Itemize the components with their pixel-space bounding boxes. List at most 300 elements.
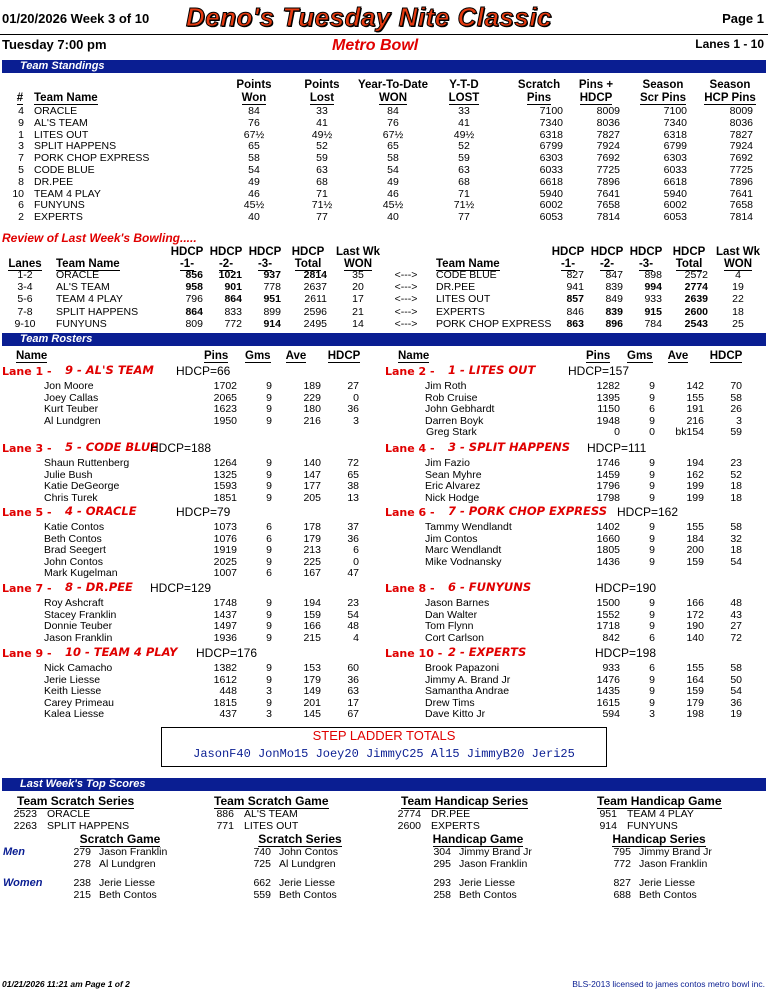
top-individual-score: 258 — [433, 889, 451, 901]
standings-header-pl-line1: Points — [304, 79, 340, 91]
roster-team-hdcp: HDCP=190 — [595, 581, 657, 595]
review-header-hdcp: HDCP — [551, 246, 585, 258]
top-individual-score: 827 — [613, 877, 631, 889]
roster-player-average: 145 — [303, 708, 321, 721]
standings-header-ytw-line2: WON — [378, 92, 408, 104]
roster-player-name: Shaun Ruttenberg — [44, 457, 130, 469]
roster-team-hdcp: HDCP=111 — [587, 441, 647, 455]
review-left-score: 914 — [263, 317, 281, 330]
roster-team-name: 9 - AL'S TEAM — [65, 363, 154, 377]
review-header-hdcp: HDCP — [672, 246, 706, 258]
review-right-score: 896 — [605, 317, 623, 330]
review-right-score: 941 — [566, 281, 584, 294]
roster-player-pins: 1007 — [213, 567, 237, 580]
roster-player-hdcp: 58 — [730, 521, 742, 533]
roster-player-average: 140 — [303, 457, 321, 469]
standings-team: DR.PEE — [34, 175, 74, 188]
roster-lane-label: Lane 6 - — [385, 506, 435, 519]
step-ladder-title: STEP LADDER TOTALS — [312, 728, 456, 743]
review-right-score: 915 — [644, 305, 662, 318]
review-left-score: 778 — [263, 281, 281, 294]
standings-pins-hdcp: 7658 — [596, 199, 620, 212]
standings-season-scr: 6303 — [663, 152, 687, 165]
standings-pts-won: 67½ — [243, 128, 265, 141]
step-ladder-names: JasonF40 JonMo15 Joey20 JimmyC25 Al15 JimmyB20 Jeri25 — [193, 747, 575, 761]
roster-player-hdcp: 58 — [730, 662, 742, 674]
top-team-category-title: Team Handicap Game — [597, 794, 722, 808]
roster-player-average: 177 — [303, 480, 321, 493]
review-header-game-g2: -2- — [599, 258, 615, 270]
standings-team: TEAM 4 PLAY — [34, 187, 101, 200]
review-right-score: 2639 — [684, 293, 708, 306]
roster-team-hdcp: HDCP=66 — [176, 364, 231, 378]
standings-header-sh-line2: HCP Pins — [704, 92, 756, 104]
roster-player-name: Nick Hodge — [425, 491, 480, 504]
standings-team: EXPERTS — [34, 211, 83, 224]
roster-player-average: 229 — [303, 391, 321, 404]
roster-player-name: Katie DeGeorge — [44, 480, 120, 493]
roster-player-hdcp: 37 — [347, 521, 359, 533]
roster-team-name: 2 - EXPERTS — [448, 645, 527, 659]
roster-player-hdcp: 19 — [730, 708, 742, 721]
roster-team-hdcp: HDCP=188 — [150, 441, 212, 455]
standings-season-scr: 6318 — [663, 128, 687, 141]
review-right-won: 4 — [735, 269, 741, 281]
review-right-score: 839 — [605, 281, 623, 294]
roster-player-games: 9 — [266, 391, 272, 404]
review-left-score: 864 — [224, 293, 242, 306]
review-lanes: 3-4 — [17, 281, 33, 294]
top-individual-name: Beth Contos — [99, 889, 157, 901]
top-team-score: 2523 — [13, 808, 37, 820]
review-left-won: 17 — [352, 293, 364, 306]
roster-player-name: Marc Wendlandt — [425, 544, 502, 557]
standings-header-sp-line2: Pins — [526, 92, 552, 104]
top-individual-score: 304 — [433, 846, 451, 858]
top-team-score: 771 — [216, 820, 234, 832]
standings-pins-hdcp: 7827 — [596, 128, 620, 141]
roster-lane-label: Lane 3 - — [2, 442, 52, 455]
roster-player-games: 9 — [266, 480, 272, 493]
roster-player-average: 216 — [686, 414, 704, 427]
standings-scratch-pins: 6033 — [539, 164, 563, 176]
top-team-name: SPLIT HAPPENS — [47, 820, 130, 832]
standings-team: CODE BLUE — [34, 164, 95, 176]
review-left-score: 856 — [185, 269, 203, 281]
roster-player-hdcp: 54 — [730, 555, 742, 568]
standings-pts-won: 84 — [248, 105, 260, 117]
standings-pts-won: 46 — [248, 187, 260, 200]
standings-pts-lost: 68 — [316, 175, 328, 188]
standings-scratch-pins: 7100 — [539, 105, 563, 117]
review-matchup-arrow: <---> — [394, 269, 418, 281]
roster-lane-label: Lane 10 - — [385, 647, 443, 660]
standings-season-hcp: 7827 — [729, 128, 753, 141]
roster-player-pins: 1282 — [596, 380, 620, 392]
roster-player-hdcp: 65 — [347, 468, 359, 481]
roster-player-hdcp: 70 — [730, 380, 742, 392]
standings-team: FUNYUNS — [34, 199, 85, 212]
footer-license: BLS-2013 licensed to james contos metro bowl inc. — [572, 979, 765, 989]
roster-player-name: Dan Walter — [425, 608, 478, 621]
standings-pts-lost: 52 — [316, 140, 328, 153]
standings-header-sh-line1: Season — [709, 79, 751, 91]
top-individual-category-title: Handicap Game — [432, 832, 524, 846]
roster-player-pins: 1459 — [596, 468, 620, 481]
roster-player-average: 166 — [686, 597, 704, 609]
roster-team-hdcp: HDCP=129 — [150, 581, 212, 595]
review-left-score: 1021 — [218, 269, 242, 281]
roster-player-pins: 1073 — [213, 521, 237, 533]
roster-team-hdcp: HDCP=176 — [196, 646, 258, 660]
top-individual-score: 725 — [253, 858, 271, 870]
roster-player-average: 200 — [686, 544, 704, 557]
roster-header-pins: Pins — [204, 350, 229, 362]
standings-ytd-won: 84 — [387, 105, 399, 117]
roster-player-average: 155 — [686, 662, 704, 674]
roster-player-average: 166 — [303, 620, 321, 633]
standings-pts-lost: 77 — [316, 211, 328, 224]
roster-player-hdcp: 18 — [730, 544, 742, 557]
review-header-game-g2: -2- — [218, 258, 234, 270]
roster-player-name: Roy Ashcraft — [44, 597, 104, 609]
standings-header-pl-line2: Lost — [309, 92, 335, 104]
roster-player-average: 159 — [686, 555, 704, 568]
roster-player-pins: 1615 — [596, 696, 620, 709]
review-header-game-g3: -3- — [638, 258, 654, 270]
standings-pts-lost: 59 — [316, 152, 328, 165]
roster-player-pins: 1497 — [213, 620, 237, 633]
bowling-center-name: Metro Bowl — [332, 37, 419, 54]
standings-team: AL'S TEAM — [34, 116, 88, 129]
standings-num: 10 — [12, 187, 24, 200]
roster-player-name: Katie Contos — [44, 521, 105, 533]
review-right-won: 22 — [732, 293, 744, 306]
standings-ytd-lost: 52 — [458, 140, 470, 153]
standings-season-scr: 6799 — [663, 140, 687, 153]
standings-pins-hdcp: 8009 — [596, 105, 620, 117]
top-individual-name: Jerie Liesse — [279, 877, 336, 889]
standings-season-scr: 7340 — [663, 116, 687, 129]
top-team-score: 2774 — [397, 808, 421, 820]
review-right-won: 19 — [732, 281, 744, 294]
standings-header-ph-line2: HDCP — [579, 92, 613, 104]
standings-season-scr: 6033 — [663, 164, 687, 176]
review-right-score: 2572 — [684, 269, 708, 281]
roster-player-average: 198 — [686, 708, 704, 721]
roster-player-games: 9 — [266, 608, 272, 621]
league-title: Deno's Tuesday Nite Classic — [186, 2, 553, 32]
standings-pts-won: 49 — [248, 175, 260, 188]
review-team-right: EXPERTS — [436, 305, 485, 318]
roster-player-hdcp: 58 — [730, 391, 742, 404]
standings-ytd-won: 58 — [387, 152, 399, 165]
review-header-lastwk: Last Wk — [335, 246, 381, 258]
roster-header-hdcp: HDCP — [327, 350, 361, 362]
review-left-score: 864 — [185, 305, 203, 318]
top-team-score: 914 — [599, 820, 617, 832]
review-matchup-arrow: <---> — [394, 293, 418, 306]
roster-player-hdcp: 60 — [347, 662, 359, 674]
roster-header-ave: Ave — [667, 350, 689, 362]
roster-lane-label: Lane 5 - — [2, 506, 52, 519]
review-team-right: DR.PEE — [436, 281, 476, 294]
top-individual-score: 740 — [253, 846, 271, 858]
standings-season-hcp: 7725 — [729, 164, 753, 176]
standings-header-pw-line1: Points — [236, 79, 272, 91]
rosters-section-bar: Team Rosters — [2, 333, 766, 346]
roster-player-average: 194 — [686, 457, 704, 469]
roster-player-games: 9 — [649, 597, 655, 609]
roster-player-name: Keith Liesse — [44, 685, 102, 698]
top-team-name: LITES OUT — [244, 820, 299, 832]
top-individual-score: 795 — [613, 846, 631, 858]
roster-player-pins: 1851 — [213, 491, 237, 504]
roster-player-games: 9 — [649, 468, 655, 481]
standings-pts-lost: 49½ — [311, 128, 333, 141]
standings-season-hcp: 8036 — [729, 116, 753, 129]
roster-player-pins: 1476 — [596, 673, 620, 686]
standings-scratch-pins: 5940 — [539, 187, 563, 200]
top-team-score: 2600 — [397, 820, 421, 832]
roster-player-hdcp: 38 — [347, 480, 359, 493]
standings-pts-lost: 41 — [316, 116, 328, 129]
roster-player-hdcp: 23 — [730, 457, 742, 469]
top-individual-score: 279 — [73, 846, 91, 858]
roster-player-name: Sean Myhre — [425, 468, 482, 481]
roster-player-average: 179 — [303, 673, 321, 686]
top-individual-name: Al Lundgren — [279, 858, 336, 870]
roster-player-name: Samantha Andrae — [425, 685, 510, 698]
standings-season-hcp: 7924 — [729, 140, 753, 153]
standings-pts-won: 54 — [248, 164, 260, 176]
roster-player-pins: 0 — [614, 426, 620, 439]
review-header-game-g1: -1- — [179, 258, 195, 270]
standings-header-sp-line1: Scratch — [517, 79, 561, 91]
top-team-name: TEAM 4 PLAY — [627, 808, 694, 820]
roster-player-name: Donnie Teuber — [44, 620, 113, 633]
standings-pts-lost: 63 — [316, 164, 328, 176]
roster-player-games: 9 — [266, 673, 272, 686]
roster-player-pins: 1076 — [213, 532, 237, 545]
standings-ytd-lost: 68 — [458, 175, 470, 188]
roster-header-gms: Gms — [245, 350, 271, 362]
standings-num: 1 — [18, 128, 24, 141]
roster-player-name: Stacey Franklin — [44, 608, 117, 621]
roster-player-games: 6 — [266, 532, 272, 545]
review-header-hdcp: HDCP — [291, 246, 325, 258]
standings-num: 6 — [18, 199, 24, 212]
roster-team-hdcp: HDCP=198 — [595, 646, 657, 660]
men-label: Men — [3, 846, 25, 858]
standings-team: LITES OUT — [34, 128, 89, 141]
standings-season-hcp: 7658 — [729, 199, 753, 212]
review-left-score: 2637 — [303, 281, 327, 294]
review-left-score: 899 — [263, 305, 281, 318]
review-right-score: 2774 — [684, 281, 708, 294]
roster-player-pins: 594 — [602, 708, 620, 721]
standings-scratch-pins: 6318 — [539, 128, 563, 141]
roster-player-games: 9 — [266, 696, 272, 709]
roster-player-name: Jim Contos — [425, 532, 478, 545]
roster-player-average: 159 — [686, 685, 704, 698]
roster-player-name: Cort Carlson — [425, 631, 484, 644]
header-divider — [0, 34, 768, 35]
roster-player-pins: 1948 — [596, 414, 620, 427]
roster-player-hdcp: 48 — [347, 620, 359, 633]
standings-ytd-lost: 71½ — [453, 199, 475, 212]
roster-lane-label: Lane 9 - — [2, 647, 52, 660]
review-right-score: 839 — [605, 305, 623, 318]
roster-player-average: 199 — [686, 480, 704, 493]
standings-pts-won: 76 — [248, 116, 260, 129]
top-team-category-title: Team Handicap Series — [401, 794, 529, 808]
roster-player-hdcp: 26 — [730, 403, 742, 416]
roster-player-hdcp: 0 — [353, 391, 359, 404]
standings-scratch-pins: 6053 — [539, 211, 563, 224]
roster-player-average: 140 — [686, 631, 704, 644]
roster-lane-label: Lane 7 - — [2, 582, 52, 595]
standings-header-pw-line2: Won — [241, 92, 267, 104]
roster-player-name: John Gebhardt — [425, 403, 495, 416]
standings-season-hcp: 7814 — [729, 211, 753, 224]
review-left-score: 772 — [224, 317, 242, 330]
standings-ytd-won: 40 — [387, 211, 399, 224]
standings-pins-hdcp: 7924 — [596, 140, 620, 153]
top-individual-name: Beth Contos — [639, 889, 697, 901]
review-right-score: 898 — [644, 269, 662, 281]
review-header-lanes: Lanes — [8, 258, 42, 270]
roster-team-name: 7 - PORK CHOP EXPRESS — [448, 504, 608, 518]
roster-player-average: 159 — [303, 608, 321, 621]
review-title: Review of Last Week's Bowling..... — [2, 231, 197, 245]
roster-player-hdcp: 72 — [730, 631, 742, 644]
roster-player-name: Jerie Liesse — [44, 673, 101, 686]
review-left-won: 21 — [352, 305, 364, 318]
standings-scratch-pins: 6002 — [539, 199, 563, 212]
roster-player-games: 9 — [266, 544, 272, 557]
roster-player-games: 9 — [649, 391, 655, 404]
roster-player-pins: 1612 — [213, 673, 237, 686]
roster-player-hdcp: 32 — [730, 532, 742, 545]
roster-player-average: 178 — [303, 521, 321, 533]
review-header-hdcp: HDCP — [590, 246, 624, 258]
standings-ytd-won: 76 — [387, 116, 399, 129]
roster-player-games: 9 — [266, 620, 272, 633]
review-header-game-g1: -1- — [560, 258, 576, 270]
roster-player-games: 6 — [649, 631, 655, 644]
roster-player-pins: 1150 — [597, 403, 620, 416]
roster-player-pins: 1746 — [596, 457, 620, 469]
roster-player-name: Darren Boyk — [425, 414, 484, 427]
top-individual-name: Jimmy Brand Jr — [459, 846, 532, 858]
roster-player-hdcp: 48 — [730, 597, 742, 609]
roster-player-pins: 1593 — [213, 480, 237, 493]
standings-ytd-won: 54 — [387, 164, 399, 176]
review-right-score: 846 — [566, 305, 584, 318]
roster-team-name: 5 - CODE BLUE — [65, 440, 159, 454]
roster-player-pins: 842 — [602, 631, 620, 644]
top-scores-section-bar: Last Week's Top Scores — [2, 778, 766, 791]
roster-player-games: 9 — [649, 521, 655, 533]
standings-num: 7 — [18, 152, 24, 165]
roster-player-games: 9 — [649, 380, 655, 392]
roster-player-name: Kalea Liesse — [44, 708, 105, 721]
roster-player-hdcp: 50 — [730, 673, 742, 686]
top-individual-name: Al Lundgren — [99, 858, 156, 870]
roster-header-pins: Pins — [586, 350, 611, 362]
top-individual-score: 559 — [253, 889, 271, 901]
roster-player-average: 179 — [303, 532, 321, 545]
roster-player-name: Jim Fazio — [425, 457, 470, 469]
standings-ytd-won: 45½ — [382, 199, 404, 212]
standings-num: 4 — [18, 105, 24, 117]
review-left-score: 958 — [185, 281, 203, 294]
roster-player-pins: 1395 — [596, 391, 620, 404]
standings-pts-lost: 71 — [316, 187, 328, 200]
roster-player-hdcp: 72 — [347, 457, 359, 469]
standings-ytd-won: 67½ — [382, 128, 404, 141]
roster-player-games: 9 — [266, 662, 272, 674]
roster-player-hdcp: 13 — [347, 491, 359, 504]
roster-player-games: 9 — [649, 673, 655, 686]
roster-player-games: 6 — [266, 521, 272, 533]
review-left-score: 937 — [263, 269, 281, 281]
roster-player-name: Drew Tims — [425, 696, 475, 709]
roster-player-pins: 1437 — [213, 608, 237, 621]
roster-player-pins: 1936 — [213, 631, 237, 644]
roster-player-hdcp: 0 — [353, 555, 359, 568]
roster-player-average: 172 — [686, 608, 704, 621]
review-right-score: 847 — [605, 269, 623, 281]
review-header-won: WON — [723, 258, 753, 270]
roster-lane-label: Lane 4 - — [385, 442, 435, 455]
roster-player-name: Julie Bush — [44, 468, 93, 481]
review-right-score: 933 — [644, 293, 662, 306]
standings-num: 8 — [18, 175, 24, 188]
roster-player-average: 189 — [303, 380, 321, 392]
standings-header-team: Team Name — [34, 92, 98, 104]
roster-player-name: Kurt Teuber — [44, 403, 99, 416]
roster-player-name: Tom Flynn — [425, 620, 474, 633]
roster-player-hdcp: 67 — [347, 708, 359, 721]
roster-player-games: 0 — [649, 426, 655, 439]
roster-player-games: 9 — [266, 414, 272, 427]
top-individual-score: 688 — [613, 889, 631, 901]
roster-player-games: 9 — [266, 457, 272, 469]
review-matchup-arrow: <---> — [394, 317, 418, 330]
roster-player-pins: 1264 — [213, 457, 237, 469]
standings-scratch-pins: 6618 — [539, 175, 563, 188]
standings-team: PORK CHOP EXPRESS — [34, 152, 150, 165]
roster-player-hdcp: 3 — [736, 414, 742, 427]
roster-player-hdcp: 6 — [353, 544, 359, 557]
top-individual-name: John Contos — [279, 846, 338, 858]
review-team-left: FUNYUNS — [56, 317, 107, 330]
standings-team: SPLIT HAPPENS — [34, 140, 117, 153]
standings-header-ytl-line2: LOST — [448, 92, 480, 104]
roster-player-pins: 1950 — [213, 414, 237, 427]
review-left-won: 14 — [352, 317, 364, 330]
roster-player-games: 6 — [649, 403, 655, 416]
roster-player-average: bk154 — [675, 426, 704, 439]
header-day-time: Tuesday 7:00 pm — [2, 37, 107, 52]
standings-season-hcp: 7896 — [729, 175, 753, 188]
top-individual-category-title: Scratch Series — [258, 832, 342, 846]
review-header-total: Total — [294, 258, 322, 270]
top-team-category-title: Team Scratch Game — [214, 794, 329, 808]
top-team-score: 951 — [599, 808, 617, 820]
